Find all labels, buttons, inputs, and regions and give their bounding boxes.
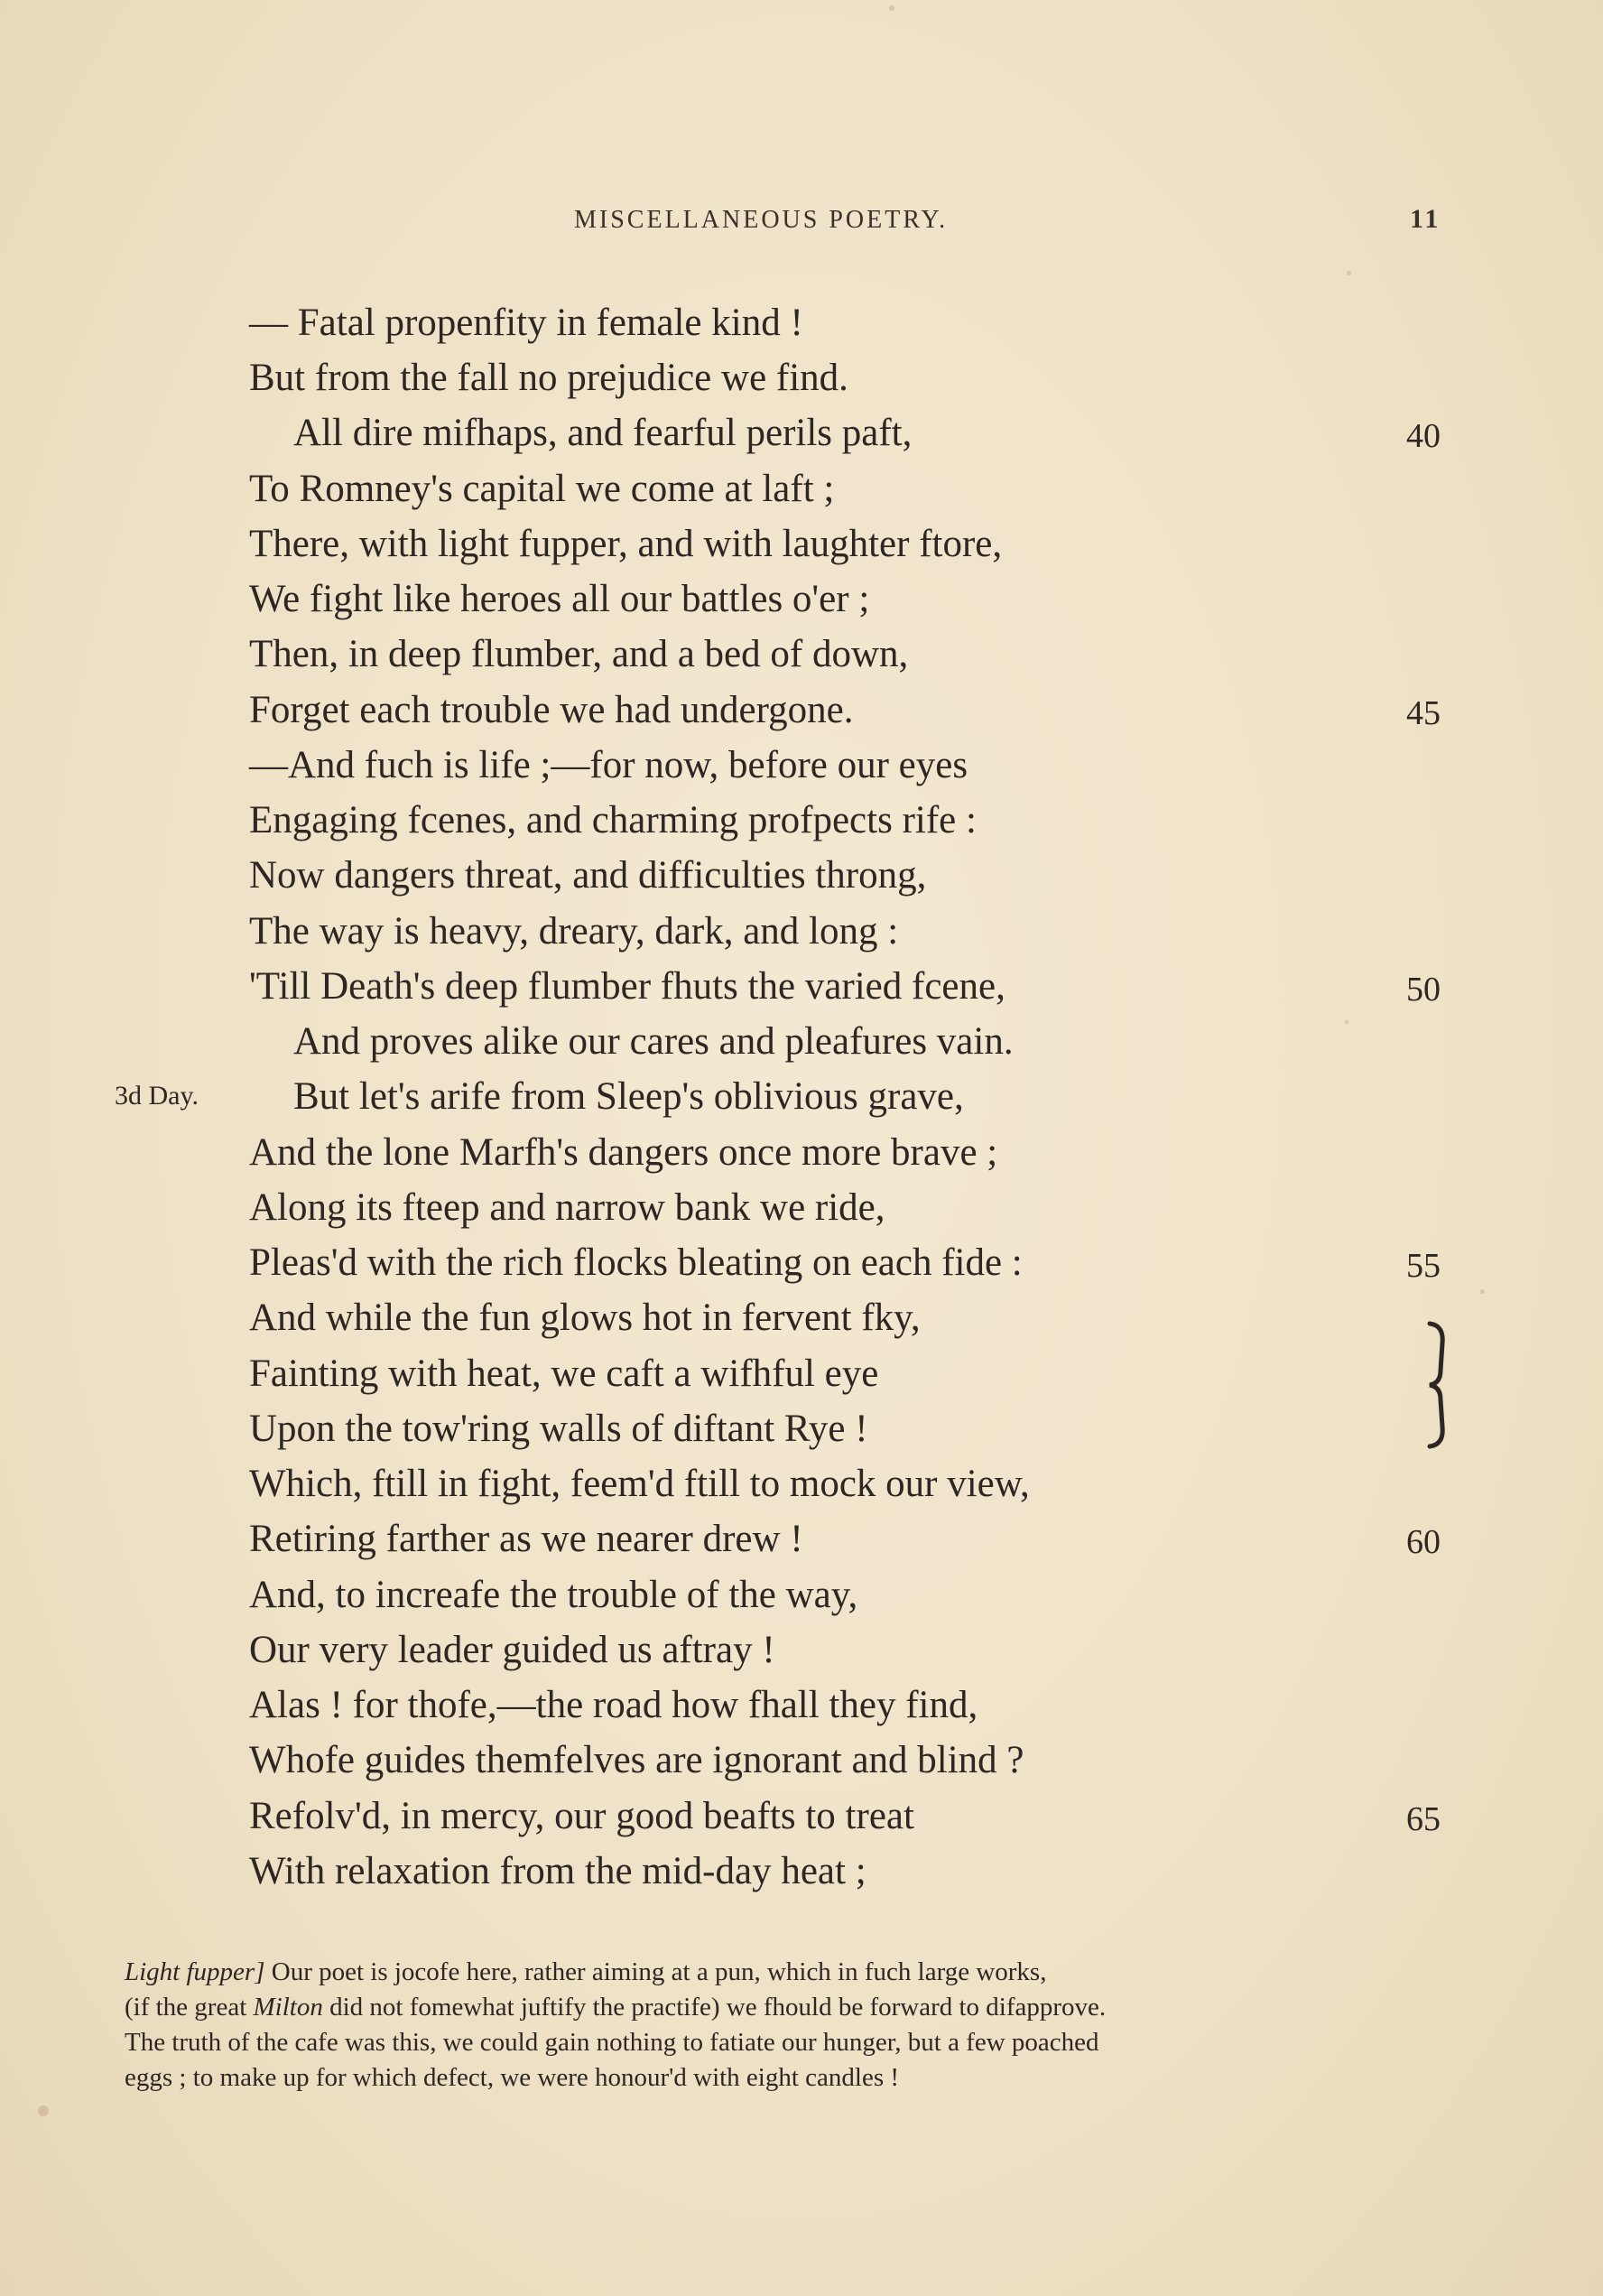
line-number: 55 [1406, 1247, 1441, 1285]
paper-spot [38, 2105, 49, 2116]
running-title: MISCELLANEOUS POETRY. [574, 206, 949, 234]
poem-line: And proves alike our cares and pleafures vain. [293, 1020, 1014, 1063]
paper-spot [1345, 1020, 1348, 1024]
page-number: 11 [1410, 204, 1441, 234]
poem-line: And, to increafe the trouble of the way, [249, 1574, 858, 1616]
footnote-name: Milton [253, 1993, 323, 2022]
paper-spot [1347, 271, 1351, 275]
poem-line: All dire mifhaps, and fearful perils paft, [293, 412, 913, 454]
poem-line: Now dangers threat, and difficulties throng, [249, 854, 927, 897]
poem-line [249, 469, 834, 508]
poem-line: Then, in deep flumber, and a bed of down, [249, 633, 909, 675]
line-number: 50 [1406, 971, 1441, 1009]
poem-line: Whofe guides themfelves are ignorant and blind ? [249, 1739, 1024, 1781]
poem-line: Along its fteep and narrow bank we ride, [249, 1186, 885, 1229]
footnote-lemma: Light fupper] [125, 1957, 265, 1986]
poem-line: And while the fun glows hot in fervent fky, [249, 1297, 921, 1339]
poem-line: Forget each trouble we had undergone. [249, 689, 854, 731]
poem-line: Alas ! for thofe,—the road how fhall they find, [249, 1684, 978, 1726]
poem-line-text: To Romney's capital we come at laft ; [249, 468, 835, 510]
footnote-line: eggs ; to make up for which defect, we were honour'd with eight candles ! [125, 2063, 900, 2092]
triplet-brace [1424, 1316, 1451, 1452]
footnote-line: The truth of the cafe was this, we could gain nothing to fatiate our hunger, but a few poached [125, 2028, 1099, 2057]
poem-line: — Fatal propenfity in female kind ! [249, 302, 803, 344]
paper-spot [889, 5, 894, 11]
poem-line: Fainting with heat, we caft a wifhful eye [249, 1353, 879, 1395]
footnote-line [125, 1993, 1457, 2022]
footnote-text: Our poet is jocofe here, rather aiming at a pun, which in fuch large works, [264, 1957, 1047, 1986]
poem-line: The way is heavy, dreary, dark, and long : [249, 910, 899, 953]
poem-line: We fight like heroes all our battles o'er ; [249, 578, 870, 620]
poem-line: Upon the tow'ring walls of diftant Rye ! [249, 1408, 868, 1450]
footnote-text: (if the great [125, 1993, 254, 2022]
line-number: 65 [1406, 1800, 1441, 1838]
poem-line: With relaxation from the mid-day heat ; [249, 1850, 866, 1892]
footnote-text: did not fomewhat juftify the practife) we fhould be forward to difapprove. [322, 1993, 1107, 2022]
poem-line: —And fuch is life ;—for now, before our eyes [249, 744, 968, 786]
poem-line: Engaging fcenes, and charming profpects rife : [249, 799, 977, 841]
poem-line: But from the fall no prejudice we find. [249, 357, 848, 399]
poem-line: Refolv'd, in mercy, our good beafts to treat [249, 1795, 914, 1837]
line-number: 45 [1406, 694, 1441, 732]
margin-note: 3d Day. [115, 1081, 199, 1111]
line-number: 40 [1406, 417, 1441, 455]
poem-line: Retiring farther as we nearer drew ! [249, 1518, 803, 1560]
poem-line: And the lone Marfh's dangers once more brave ; [249, 1131, 998, 1174]
poem-line: Our very leader guided us aftray ! [249, 1629, 775, 1671]
line-number: 60 [1406, 1523, 1441, 1561]
poem-line: There, with light fupper, and with laughter ftore, [249, 523, 1003, 565]
poem-line: Which, ftill in fight, feem'd ftill to mock our view, [249, 1463, 1030, 1505]
poem-line: But let's arife from Sleep's oblivious grave, [293, 1075, 964, 1118]
paper-spot [1480, 1289, 1485, 1294]
poem-line: 'Till Death's deep flumber fhuts the varied fcene, [249, 965, 1005, 1008]
footnote-line [125, 1957, 1457, 1987]
poem-line: Pleas'd with the rich flocks bleating on each fide : [249, 1241, 1023, 1284]
